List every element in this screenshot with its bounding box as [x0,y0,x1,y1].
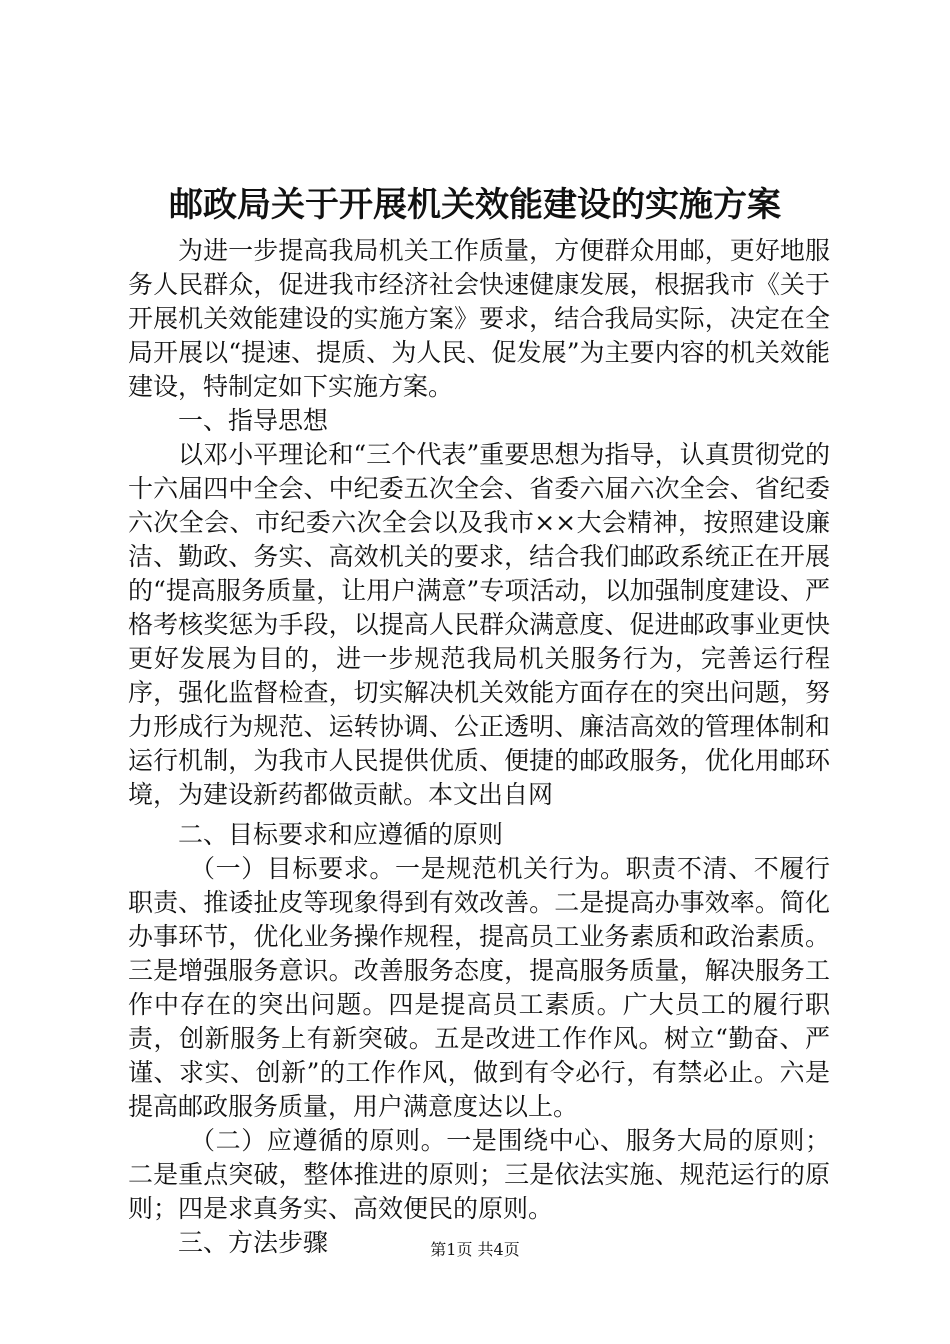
section-heading-goals-principles: 二、目标要求和应遵循的原则 [178,820,504,849]
section-heading-method-steps: 三、方法步骤 [178,1228,329,1257]
page-footer: 第1页 共4页 [430,1240,520,1259]
section-heading-guiding-ideology: 一、指导思想 [178,406,329,435]
intro-paragraph: 为进一步提高我局机关工作质量，方便群众用邮，更好地服务人民群众，促进我市经济社会快速健康发展，根据我市《关于开展机关效能建设的实施方案》要求，结合我局实际，决定在全局开展以“提速、提质、为人民、促发展”为主要内容的机关效能建设，特制定如下实施方案。 [128,236,830,401]
principles-paragraph: （二）应遵循的原则。一是围绕中心、服务大局的原则；二是重点突破，整体推进的原则；三是依法实施、规范运行的原则；四是求真务实、高效便民的原则。 [128,1126,830,1223]
document-title: 邮政局关于开展机关效能建设的实施方案 [169,185,781,225]
document-body [128,234,830,1260]
guiding-ideology-paragraph: 以邓小平理论和“三个代表”重要思想为指导，认真贯彻党的十六届四中全会、中纪委五次全会、省委六届六次全会、省纪委六次全会、市纪委六次全会以及我市××大会精神，按照建设廉洁、勤政、务实、高效机关的要求，结合我们邮政系统正在开展的“提高服务质量，让用户满意”专项活动，以加强制度建设、严格考核奖惩为手段，以提高人民群众满意度、促进邮政事业更快更好发展为目的，进一步规范我局机关服务行为，完善运行程序，强化监督检查，切实解决机关效能方面存在的突出问题，努力形成行为规范、运转协调、公正透明、廉洁高效的管理体制和运行机制，为我市人民提供优质、便捷的邮政服务，优化用邮环境，为建设新药都做贡献。本文出自网 [128,440,830,809]
goals-paragraph: （一）目标要求。一是规范机关行为。职责不清、不履行职责、推诿扯皮等现象得到有效改善。二是提高办事效率。简化办事环节，优化业务操作规程，提高员工业务素质和政治素质。三是增强服务意识。改善服务态度，提高服务质量，解决服务工作中存在的突出问题。四是提高员工素质。广大员工的履行职责，创新服务上有新突破。五是改进工作作风。树立“勤奋、严谨、求实、创新”的工作作风，做到有令必行，有禁必止。六是提高邮政服务质量，用户满意度达以上。 [128,854,830,1121]
